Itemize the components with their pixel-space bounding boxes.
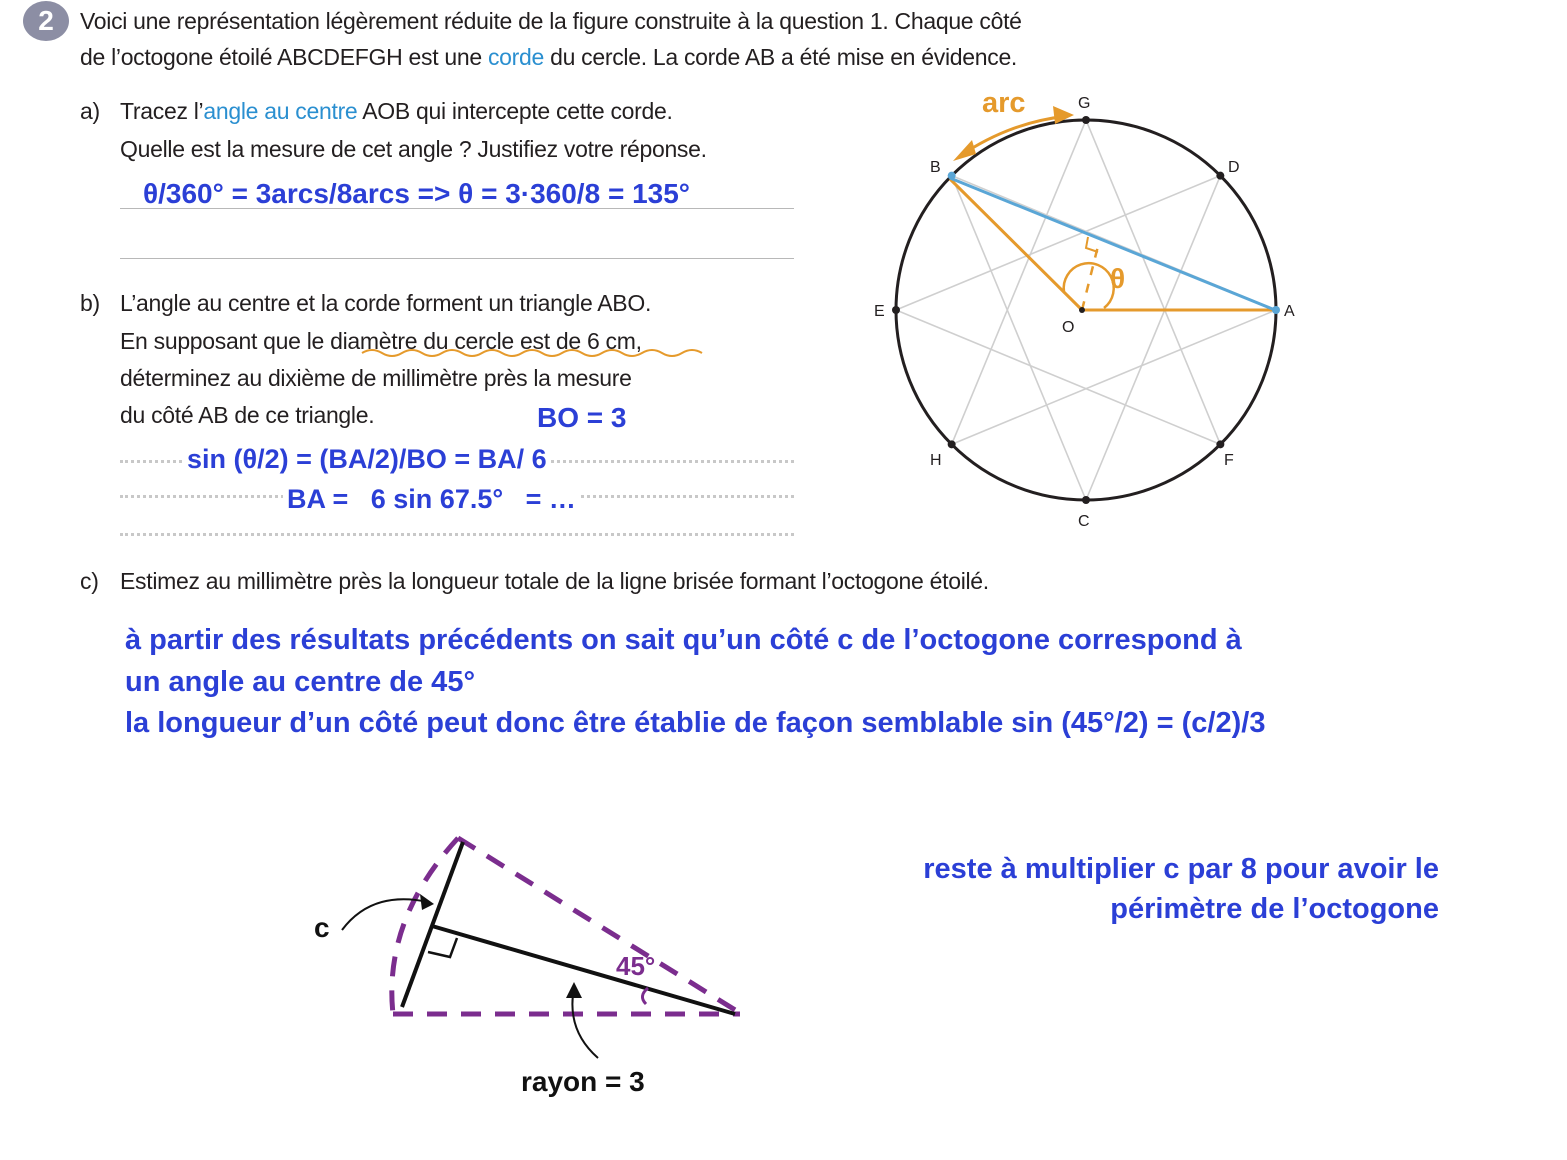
apothem-line [432,926,735,1014]
vertex-label-a: A [1284,303,1295,320]
part-b-answer-ba: BA = 6 sin 67.5° = … [283,484,580,515]
part-a-line2: Quelle est la mesure de cet angle ? Justifiez votre réponse. [120,136,707,162]
answer-rule-1 [120,208,794,209]
star-segment [952,120,1086,444]
part-a-answer: θ/360° = 3arcs/8arcs => θ = 3·360/8 = 135° [143,178,690,209]
side-c-label: c [314,912,330,943]
vertex-dot [948,172,956,180]
vertex-dot [1082,116,1090,124]
star-segment [896,176,1220,310]
triangle-sketch [300,820,760,1110]
star-segment [896,310,1220,444]
radius-label: rayon = 3 [521,1066,645,1097]
vertex-label-d: D [1228,159,1240,176]
part-b-letter: b) [80,290,100,316]
vertex-label-h: H [930,452,942,469]
part-b-answer-sin: sin (θ/2) = (BA/2)/BO = BA/ 6 [183,444,551,475]
part-b-line3: déterminez au dixième de millimètre près la mesure [120,365,632,391]
vertex-dot [1082,496,1090,504]
part-c-letter: c) [80,568,99,594]
apothem [1082,246,1098,310]
vertex-dot [948,440,956,448]
vertex-label-e: E [874,303,885,320]
vertex-dot [892,306,900,314]
diameter-underline [360,345,720,359]
part-c-answer-line1: à partir des résultats précédents on sait qu’un côté c de l’octogone correspond à [125,624,1242,656]
conclusion-line2: périmètre de l’octogone [1110,893,1439,925]
intro-text-end: du cercle. La corde AB a été mise en évidence. [544,44,1018,70]
arc-label: arc [982,87,1026,119]
rayon-arrow [572,988,598,1058]
part-b-line4: du côté AB de ce triangle. [120,402,375,428]
vertex-label-c: C [1078,513,1090,530]
part-c-answer-line2: un angle au centre de 45° [125,666,476,698]
part-a-text: Tracez l’ [120,98,204,124]
question-number-badge: 2 [23,1,69,41]
dotted-line-3 [120,533,794,536]
angle-45-label: 45° [616,951,656,981]
vertex-dot [1216,440,1224,448]
star-segment [1086,176,1220,500]
dashed-radius-top [458,838,740,1013]
answer-rule-2 [120,258,794,259]
vertex-label-g: G [1078,95,1091,112]
vertex-dot [1272,306,1280,314]
vertex-label-f: F [1224,452,1234,469]
part-c-answer-line3: la longueur d’un côté peut donc être établie de façon semblable sin (45°/2) = (c/2)/3 [125,707,1266,739]
c-arrowhead [420,894,434,910]
part-b-line1: L’angle au centre et la corde forment un triangle ABO. [120,290,652,316]
part-b-answer-bo: BO = 3 [537,402,627,433]
dashed-arc [392,838,458,1014]
angle-arc [642,988,648,1004]
term-corde: corde [487,44,544,70]
part-a-line1 [120,98,673,125]
part-b-line2: En supposant que le diamètre du cercle est de 6 cm, [120,328,642,354]
conclusion-line1: reste à multiplier c par 8 pour avoir le [923,853,1439,885]
theta-label: θ [1110,263,1126,294]
center-dot [1079,307,1085,313]
question-intro-line2 [80,44,1017,71]
vertex-label-b: B [930,159,941,176]
center-label-o: O [1062,319,1075,336]
part-a-letter: a) [80,98,100,124]
star-octagon-figure [860,80,1295,540]
question-intro-line1: Voici une représentation légèrement réduite de la figure construite à la question 1. Chaque côté [80,8,1022,34]
intro-text: de l’octogone étoilé ABCDEFGH est une [80,44,488,70]
part-a-text-end: AOB qui intercepte cette corde. [357,98,673,124]
rayon-arrowhead [566,982,582,998]
star-segment [952,310,1276,444]
term-angle-au-centre: angle au centre [203,98,358,124]
star-segment [1086,120,1220,444]
right-angle-mark [428,938,457,957]
part-c-line1: Estimez au millimètre près la longueur totale de la ligne brisée formant l’octogone étoilé. [120,568,989,594]
vertex-dot [1216,172,1224,180]
